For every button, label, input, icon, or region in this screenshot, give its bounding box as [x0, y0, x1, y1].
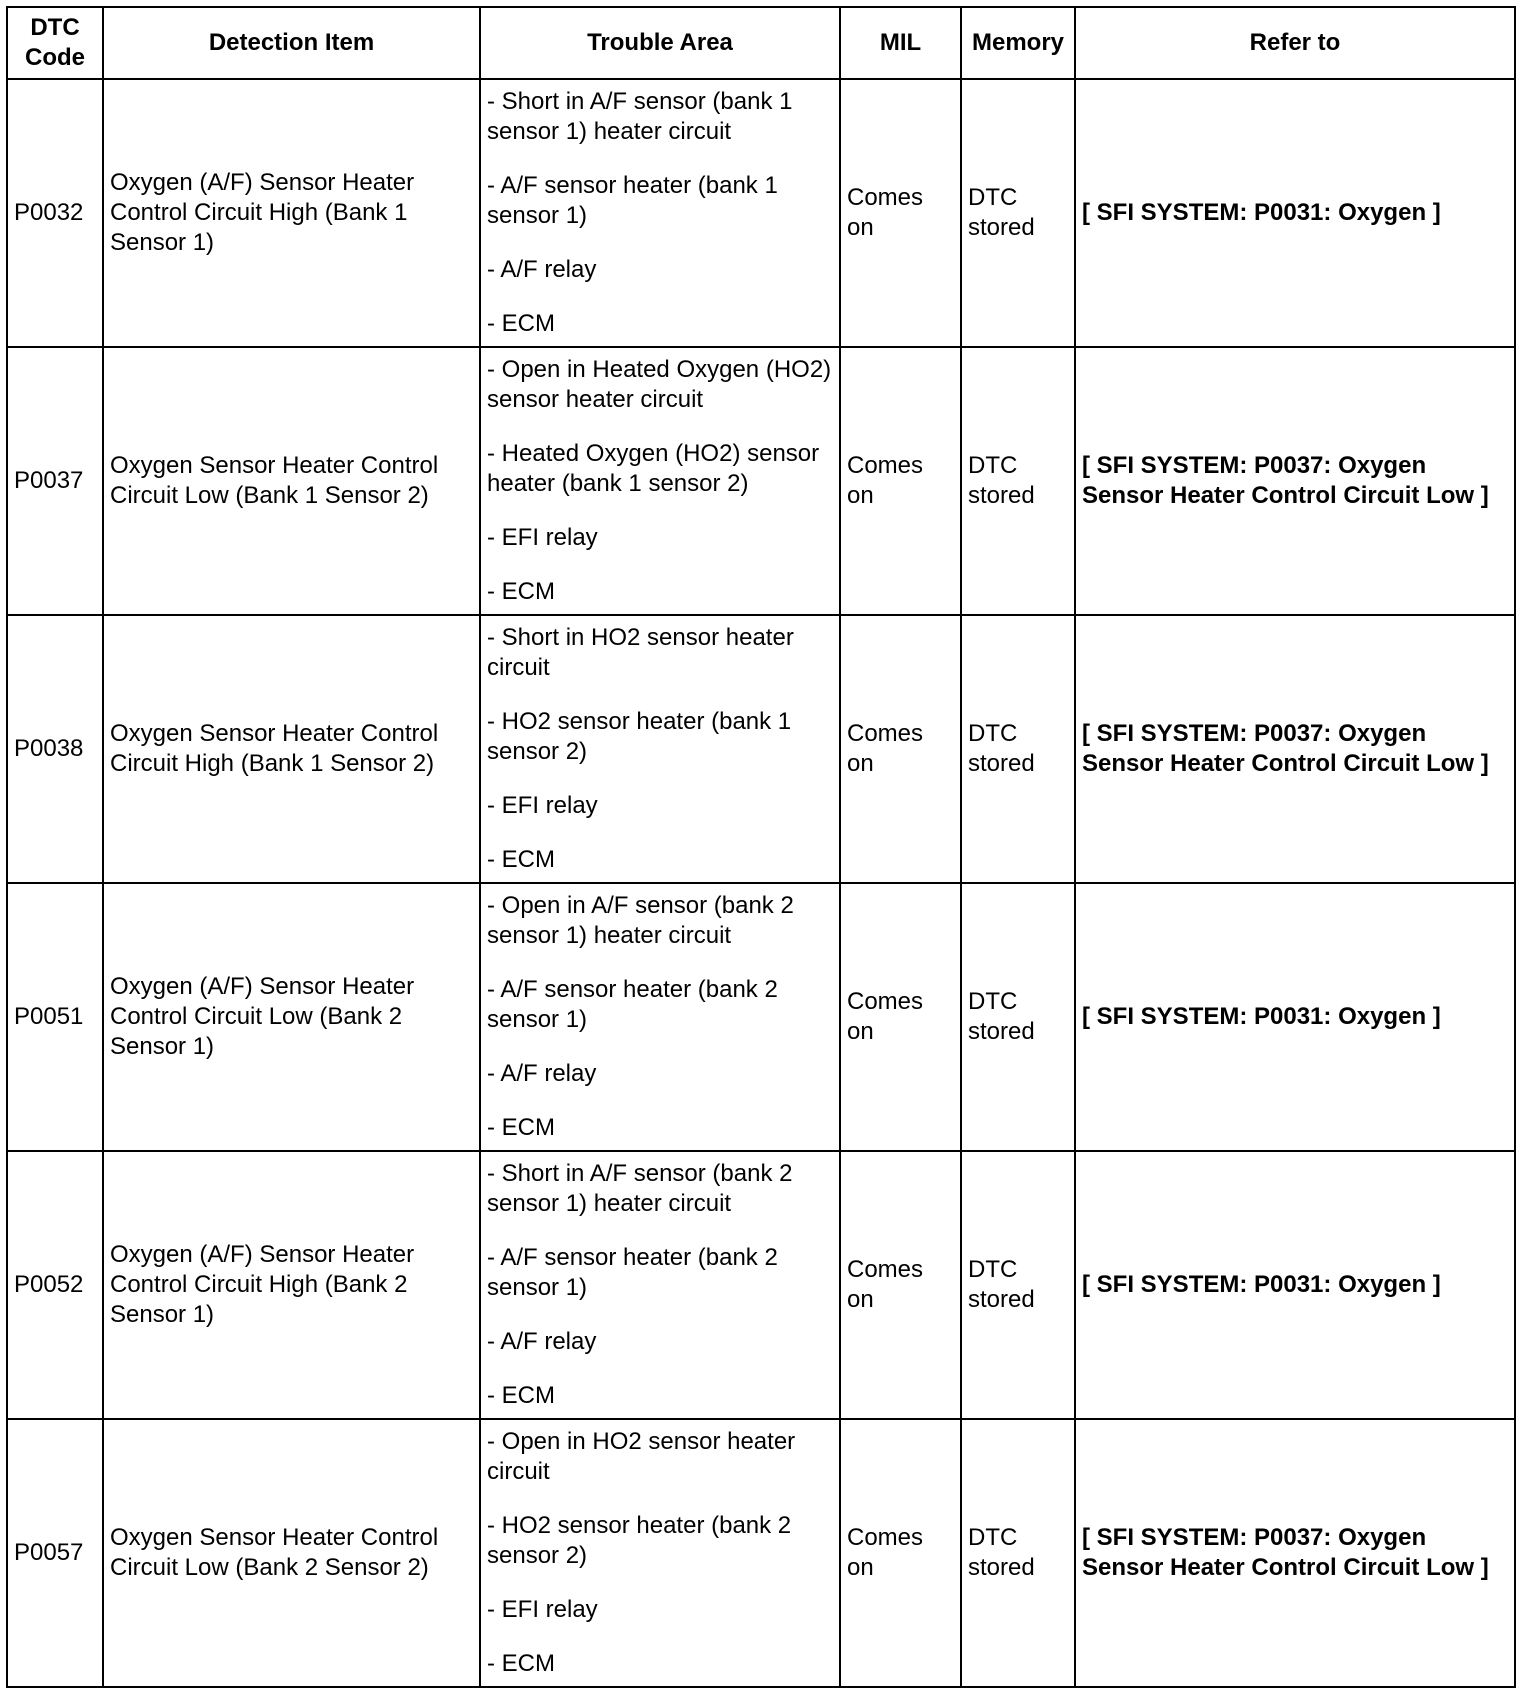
header-mil: MIL	[840, 7, 961, 79]
mil-cell: Comes on	[840, 615, 961, 883]
header-memory: Memory	[961, 7, 1075, 79]
trouble-area-cell	[480, 347, 840, 615]
trouble-area-item: - ECM	[487, 1114, 555, 1141]
trouble-area-cell	[480, 1419, 840, 1687]
refer-to-cell: [ SFI SYSTEM: P0031: Oxygen ]	[1075, 1151, 1515, 1419]
trouble-area-item: - A/F sensor heater (bank 2 sensor 1)	[487, 1244, 778, 1301]
refer-to-cell: [ SFI SYSTEM: P0037: Oxygen Sensor Heater Control Circuit Low ]	[1075, 615, 1515, 883]
dtc-code-cell: P0037	[7, 347, 103, 615]
detection-item-cell: Oxygen (A/F) Sensor Heater Control Circuit High (Bank 1 Sensor 1)	[103, 79, 480, 347]
trouble-area-list	[487, 623, 833, 875]
trouble-area-cell	[480, 883, 840, 1151]
trouble-area-item: - ECM	[487, 846, 555, 873]
trouble-area-item: - Open in Heated Oxygen (HO2) sensor heater circuit	[487, 356, 832, 413]
trouble-area-cell	[480, 615, 840, 883]
trouble-area-item: - HO2 sensor heater (bank 2 sensor 2)	[487, 1512, 792, 1569]
trouble-area-item: - A/F sensor heater (bank 2 sensor 1)	[487, 976, 778, 1033]
mil-cell: Comes on	[840, 883, 961, 1151]
dtc-code-cell: P0052	[7, 1151, 103, 1419]
table-row	[7, 79, 1515, 347]
table-row	[7, 1419, 1515, 1687]
trouble-area-item: - ECM	[487, 310, 555, 337]
header-row	[7, 7, 1515, 79]
trouble-area-item: - A/F sensor heater (bank 1 sensor 1)	[487, 172, 778, 229]
trouble-area-item: - Open in HO2 sensor heater circuit	[487, 1428, 796, 1485]
trouble-area-item: - HO2 sensor heater (bank 1 sensor 2)	[487, 708, 792, 765]
dtc-code-cell: P0057	[7, 1419, 103, 1687]
trouble-area-item: - EFI relay	[487, 524, 598, 551]
mil-cell: Comes on	[840, 1419, 961, 1687]
memory-cell: DTC stored	[961, 79, 1075, 347]
mil-cell: Comes on	[840, 347, 961, 615]
detection-item-cell: Oxygen (A/F) Sensor Heater Control Circuit High (Bank 2 Sensor 1)	[103, 1151, 480, 1419]
trouble-area-list	[487, 1159, 833, 1411]
detection-item-cell: Oxygen Sensor Heater Control Circuit High (Bank 1 Sensor 2)	[103, 615, 480, 883]
trouble-area-item: - ECM	[487, 1382, 555, 1409]
trouble-area-list	[487, 1427, 833, 1679]
memory-cell: DTC stored	[961, 1419, 1075, 1687]
trouble-area-cell	[480, 79, 840, 347]
table-row	[7, 347, 1515, 615]
refer-to-cell: [ SFI SYSTEM: P0031: Oxygen ]	[1075, 883, 1515, 1151]
detection-item-cell: Oxygen (A/F) Sensor Heater Control Circuit Low (Bank 2 Sensor 1)	[103, 883, 480, 1151]
trouble-area-item: - ECM	[487, 578, 555, 605]
header-trouble-area: Trouble Area	[480, 7, 840, 79]
trouble-area-item: - ECM	[487, 1650, 555, 1677]
trouble-area-item: - Heated Oxygen (HO2) sensor heater (bank 1 sensor 2)	[487, 440, 820, 497]
trouble-area-item: - Open in A/F sensor (bank 2 sensor 1) heater circuit	[487, 892, 794, 949]
refer-to-cell: [ SFI SYSTEM: P0037: Oxygen Sensor Heater Control Circuit Low ]	[1075, 347, 1515, 615]
trouble-area-list	[487, 355, 833, 607]
trouble-area-list	[487, 87, 833, 339]
dtc-code-cell: P0051	[7, 883, 103, 1151]
table-row	[7, 883, 1515, 1151]
table-body	[7, 79, 1515, 1687]
trouble-area-item: - Short in HO2 sensor heater circuit	[487, 624, 794, 681]
header-detection-item: Detection Item	[103, 7, 480, 79]
detection-item-cell: Oxygen Sensor Heater Control Circuit Low (Bank 1 Sensor 2)	[103, 347, 480, 615]
trouble-area-item: - A/F relay	[487, 256, 597, 283]
mil-cell: Comes on	[840, 79, 961, 347]
table-row	[7, 1151, 1515, 1419]
memory-cell: DTC stored	[961, 883, 1075, 1151]
dtc-table	[6, 6, 1516, 1688]
trouble-area-list	[487, 891, 833, 1143]
trouble-area-item: - A/F relay	[487, 1060, 597, 1087]
memory-cell: DTC stored	[961, 347, 1075, 615]
refer-to-cell: [ SFI SYSTEM: P0031: Oxygen ]	[1075, 79, 1515, 347]
detection-item-cell: Oxygen Sensor Heater Control Circuit Low (Bank 2 Sensor 2)	[103, 1419, 480, 1687]
trouble-area-item: - EFI relay	[487, 792, 598, 819]
table-row	[7, 615, 1515, 883]
memory-cell: DTC stored	[961, 1151, 1075, 1419]
trouble-area-item: - A/F relay	[487, 1328, 597, 1355]
dtc-code-cell: P0032	[7, 79, 103, 347]
trouble-area-cell	[480, 1151, 840, 1419]
header-refer-to: Refer to	[1075, 7, 1515, 79]
header-dtc-code: DTC Code	[7, 7, 103, 79]
memory-cell: DTC stored	[961, 615, 1075, 883]
trouble-area-item: - EFI relay	[487, 1596, 598, 1623]
refer-to-cell: [ SFI SYSTEM: P0037: Oxygen Sensor Heater Control Circuit Low ]	[1075, 1419, 1515, 1687]
mil-cell: Comes on	[840, 1151, 961, 1419]
dtc-code-cell: P0038	[7, 615, 103, 883]
trouble-area-item: - Short in A/F sensor (bank 1 sensor 1) heater circuit	[487, 88, 793, 145]
trouble-area-item: - Short in A/F sensor (bank 2 sensor 1) heater circuit	[487, 1160, 793, 1217]
